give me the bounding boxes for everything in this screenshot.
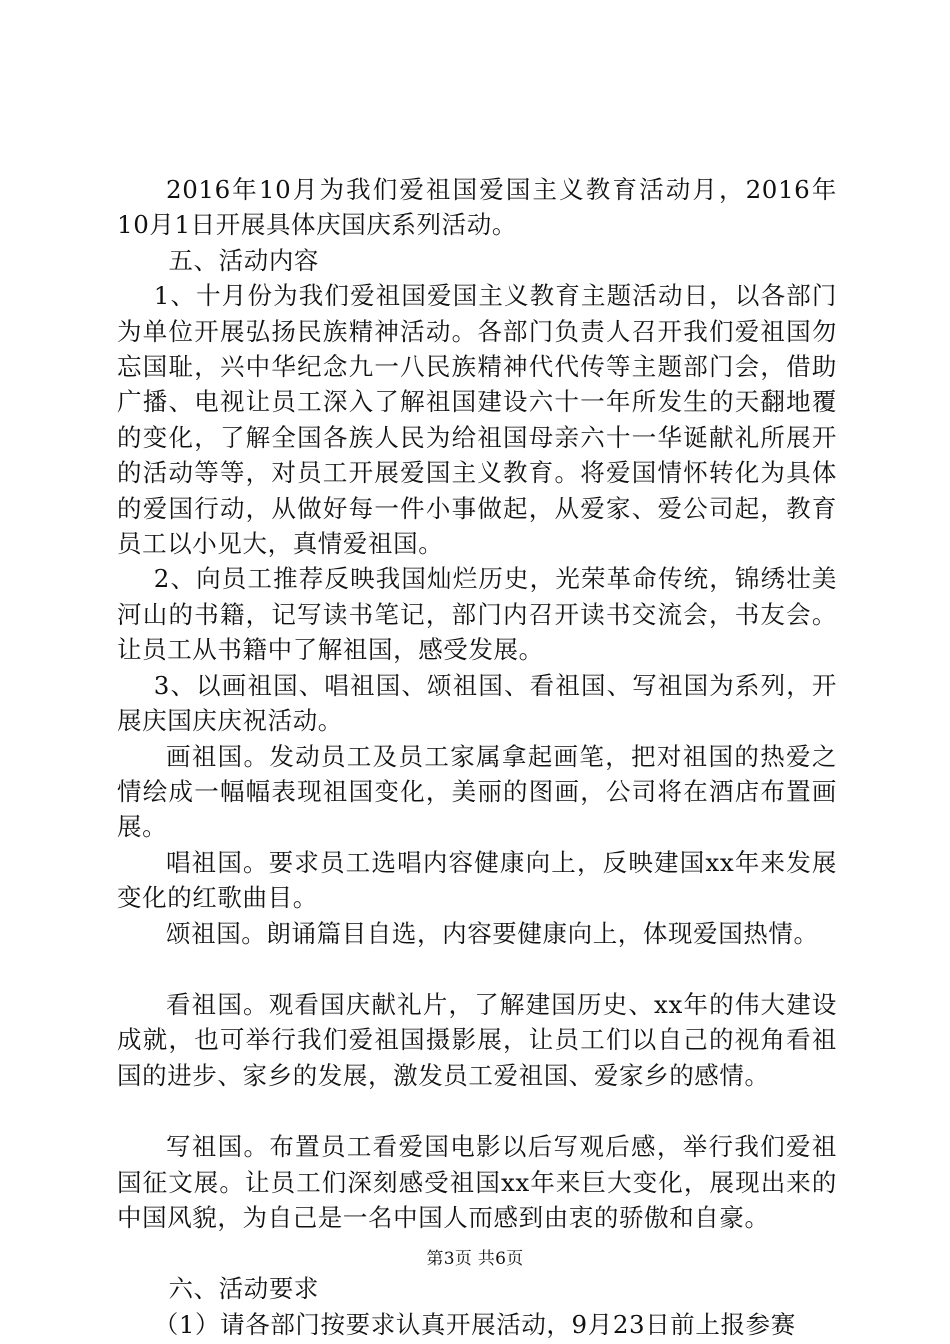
- paragraph-activity-month: 2016年10月为我们爱祖国爱国主义教育活动月，2016年10月1日开展具体庆国庆系列活动。: [117, 175, 837, 240]
- page-footer: 第3页 共6页: [426, 1249, 524, 1269]
- paragraph-draw-motherland: 画祖国。发动员工及员工家属拿起画笔，把对祖国的热爱之情绘成一幅幅表现祖国变化，美丽的图画，公司将在酒店布置画展。: [117, 741, 837, 842]
- paragraph-item-1: 1、十月份为我们爱祖国爱国主义教育主题活动日，以各部门为单位开展弘扬民族精神活动。各部门负责人召开我们爱祖国勿忘国耻，兴中华纪念九一八民族精神代代传等主题部门会，借助广播、电视让员工深入了解祖国建设六十一年所发生的天翻地覆的变化，了解全国各族人民为给祖国母亲六十一华诞献礼所展开的活动等等，对员工开展爱国主义教育。将爱国情怀转化为具体的爱国行动，从做好每一件小事做起，从爱家、爱公司起，教育员工以小见大，真情爱祖国。: [117, 281, 837, 559]
- paragraph-item-3: 3、以画祖国、唱祖国、颂祖国、看祖国、写祖国为系列，开展庆国庆庆祝活动。: [117, 670, 837, 736]
- section-heading-activity-requirements: 六、活动要求: [168, 1274, 320, 1304]
- document-body: [117, 172, 837, 1342]
- paragraph-praise-motherland: 颂祖国。朗诵篇目自选，内容要健康向上，体现爱国热情。: [166, 918, 819, 948]
- paragraph-sing-motherland: 唱祖国。要求员工选唱内容健康向上，反映建国xx年来发展变化的红歌曲目。: [117, 847, 837, 913]
- paragraph-item-2: 2、向员工推荐反映我国灿烂历史，光荣革命传统，锦绣壮美河山的书籍，记写读书笔记，部门内召开读书交流会，书友会。让员工从书籍中了解祖国，感受发展。: [117, 564, 837, 665]
- paragraph-write-motherland: 写祖国。布置员工看爱国电影以后写观后感，举行我们爱祖国征文展。让员工们深刻感受祖国xx年来巨大变化，展现出来的中国风貌，为自己是一名中国人而感到由衷的骄傲和自豪。: [117, 1132, 837, 1232]
- section-heading-activity-content: 五、活动内容: [168, 245, 320, 275]
- paragraph-requirement-1: （1）请各部门按要求认真开展活动，9月23日前上报参赛: [153, 1309, 796, 1339]
- paragraph-watch-motherland: 看祖国。观看国庆献礼片，了解建国历史、xx年的伟大建设成就，也可举行我们爱祖国摄影展，让员工们以自己的视角看祖国的进步、家乡的发展，激发员工爱祖国、爱家乡的感情。: [117, 989, 837, 1090]
